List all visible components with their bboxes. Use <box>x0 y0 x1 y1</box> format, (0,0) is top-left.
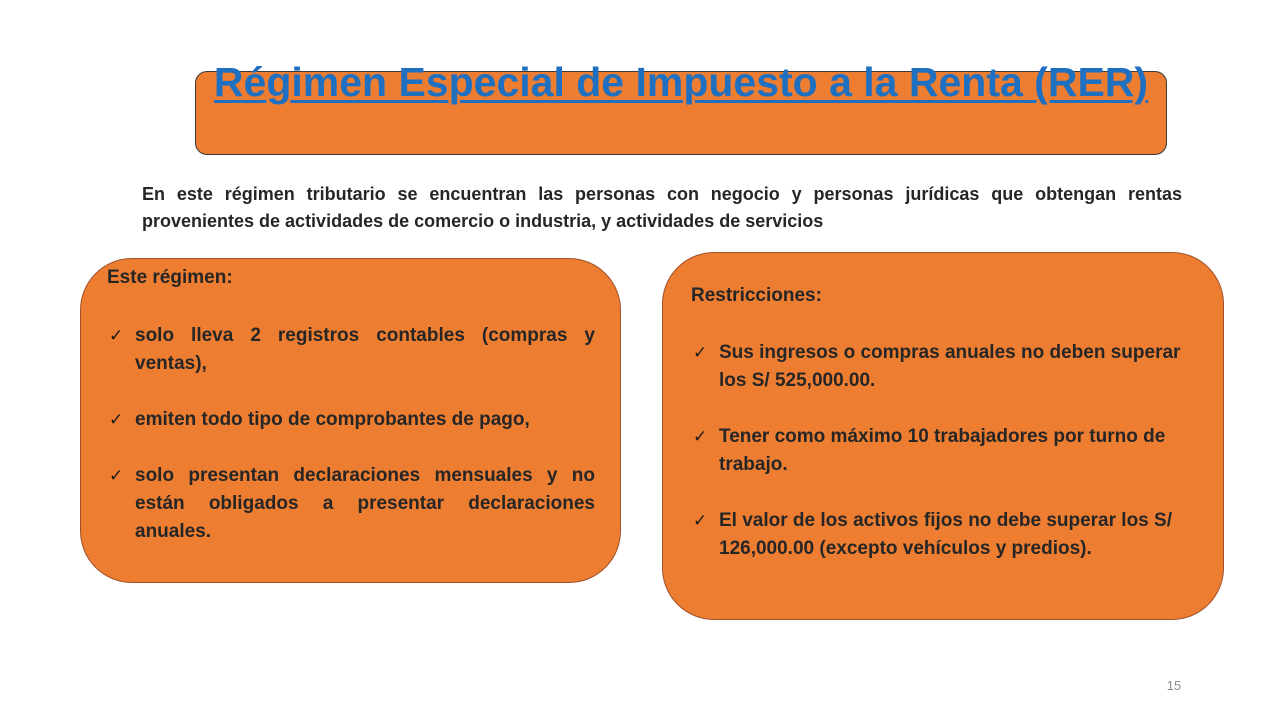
list-item-text: solo presentan declaraciones mensuales y no están obligados a presentar declaraciones anuales. <box>135 465 595 542</box>
list-item <box>109 462 595 546</box>
check-icon: ✓ <box>109 410 124 430</box>
regime-features-panel <box>80 258 621 583</box>
restrictions-heading: Restricciones: <box>691 285 822 306</box>
page-number: 15 <box>1166 678 1182 693</box>
list-item-text: El valor de los activos fijos no debe superar los S/ 126,000.00 (excepto vehículos y predios). <box>719 510 1172 559</box>
intro-paragraph: En este régimen tributario se encuentran las personas con negocio y personas jurídicas que obtengan rentas provenientes de actividades de comercio o industria, y actividades de servicios <box>142 184 1182 231</box>
check-icon: ✓ <box>109 466 124 486</box>
slide-title: Régimen Especial de Impuesto a la Renta (RER) <box>213 59 1149 105</box>
list-item <box>693 423 1193 479</box>
check-icon: ✓ <box>109 326 124 346</box>
list-item <box>109 406 595 434</box>
check-icon: ✓ <box>693 511 708 531</box>
list-item-text: Sus ingresos o compras anuales no deben superar los S/ 525,000.00. <box>719 342 1181 391</box>
list-item-text: Tener como máximo 10 trabajadores por turno de trabajo. <box>719 426 1166 475</box>
list-item-text: solo lleva 2 registros contables (compras y ventas), <box>135 325 595 374</box>
check-icon: ✓ <box>693 427 708 447</box>
check-icon: ✓ <box>693 343 708 363</box>
list-item <box>693 507 1193 563</box>
list-item-text: emiten todo tipo de comprobantes de pago, <box>135 409 530 430</box>
regime-features-list <box>109 322 595 546</box>
restrictions-panel <box>662 252 1224 620</box>
list-item <box>693 339 1193 395</box>
list-item <box>109 322 595 378</box>
regime-features-heading: Este régimen: <box>107 267 233 288</box>
restrictions-list <box>693 339 1193 563</box>
